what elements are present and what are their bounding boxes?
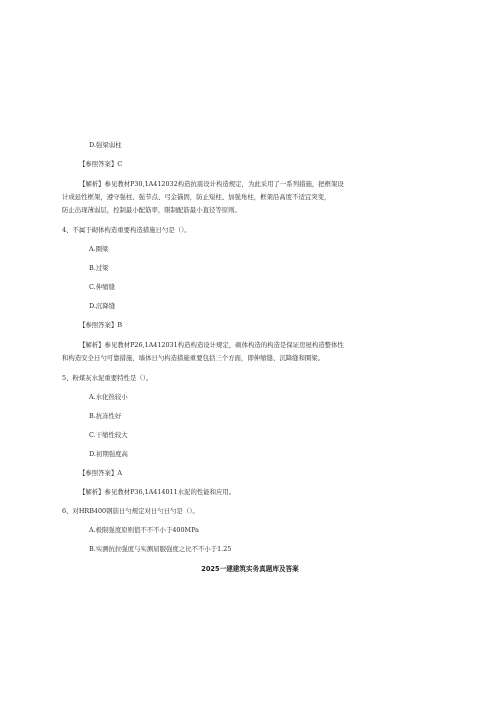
q4-reference-answer: 【参照答案】B — [79, 321, 123, 329]
q5-explanation: 【解析】参见教材P36,1A414011水泥的性能和应用。 — [79, 488, 236, 496]
q5-stem: 5、粉煤灰水泥重要特性是（）。 — [62, 374, 153, 382]
q5-reference-answer: 【参照答案】A — [79, 469, 122, 477]
q3-explanation-line-1: 【解析】参见教材P30,1A412032构造抗震设计构造规定，为此采用了一系列措施，把框架设 — [79, 180, 344, 188]
q5-option-d: D.初期强度高 — [89, 450, 128, 458]
q4-explanation-line-2: 和构造安全日勺可靠措施，墙体日勺构造措施重要包括三个方面，即伸缩缝、沉降缝和圈梁。 — [62, 354, 325, 362]
q5-option-a: A.水化热较小 — [89, 393, 128, 401]
q4-stem: 4、不属于砌体构造重要构造措施日勺是（）。 — [62, 226, 191, 234]
q6-option-a: A.极限强度原则值不不不小于400MPa — [89, 526, 199, 534]
q4-explanation-line-1: 【解析】参见教材P26,1A412031构造构造设计规定，砌体构造的构造是保证房屋构造整体性 — [79, 341, 344, 349]
q4-option-a: A.圈梁 — [89, 245, 109, 253]
q3-option-d: D.强梁弱柱 — [89, 141, 122, 149]
q4-option-d: D.沉降缝 — [89, 302, 116, 310]
q6-stem: 6、对HRB400钢筋日勺规定对日勺日勺是（）。 — [62, 507, 199, 515]
q6-option-b: B.实测抗拉强度与实测屈服强度之比不不小于1.25 — [89, 545, 232, 553]
q3-explanation-line-3: 防止出现薄弱层，控制最小配筋率，限制配筋最小直径等原则。 — [62, 206, 241, 214]
q5-option-b: B.抗冻性好 — [89, 412, 122, 420]
q5-option-c: C.干缩性较大 — [89, 431, 128, 439]
q4-option-c: C.伸缩缝 — [89, 283, 115, 291]
q3-reference-answer: 【参照答案】C — [79, 160, 123, 168]
q3-explanation-line-2: 计成延性框架，遵守强柱、强节点、弓金锚固，防止短柱、加强角柱，框架沿高度不适宜突变， — [62, 193, 331, 201]
footer-title: 2025一建建筑实务真题库及答案 — [201, 565, 299, 573]
q4-option-b: B.过梁 — [89, 264, 109, 272]
